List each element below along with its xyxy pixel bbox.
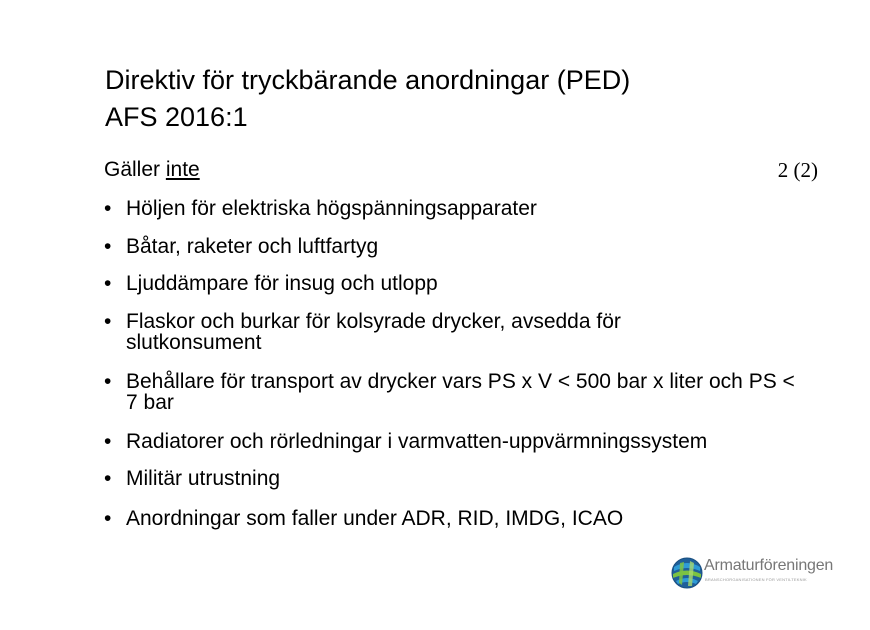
bullet-text: Behållare för transport av drycker vars PS x V < 500 bar x liter och PS < 7 bar — [126, 370, 795, 414]
bullet-item — [104, 273, 804, 294]
bullet-marker: • — [104, 507, 112, 530]
bullet-item — [104, 508, 804, 529]
bullet-text: Flaskor och burkar för kolsyrade drycker, avsedda för slutkonsument — [126, 310, 621, 354]
logo-name: Armaturföreningen — [704, 557, 834, 574]
subheading — [104, 157, 200, 183]
subheading-emphasis: inte — [165, 158, 200, 181]
bullet-item — [104, 311, 804, 353]
logo-tagline: BRANSCHORGANISATIONEN FÖR VENTILTEKNIK — [705, 577, 807, 582]
subheading-prefix: Gäller — [104, 158, 166, 181]
page-number: 2 (2) — [777, 158, 818, 182]
bullet-item — [104, 198, 804, 219]
slide-title-line-1: Direktiv för tryckbärande anordningar (PED) — [105, 65, 631, 95]
bullet-item — [104, 236, 804, 257]
bullet-marker: • — [104, 197, 112, 220]
bullet-text: Ljuddämpare för insug och utlopp — [126, 272, 438, 295]
bullet-marker: • — [104, 467, 112, 490]
bullet-text: Militär utrustning — [126, 467, 281, 490]
bullet-item — [104, 431, 804, 452]
bullet-marker: • — [104, 310, 112, 333]
company-logo — [671, 553, 834, 593]
bullet-item — [104, 468, 804, 489]
slide-title-line-2: AFS 2016:1 — [105, 102, 248, 132]
bullet-marker: • — [104, 370, 112, 393]
bullet-text: Anordningar som faller under ADR, RID, IMDG, ICAO — [126, 507, 624, 530]
bullet-text: Höljen för elektriska högspänningsapparater — [126, 197, 537, 220]
bullet-marker: • — [104, 235, 112, 258]
bullet-marker: • — [104, 430, 112, 453]
bullet-item — [104, 371, 804, 413]
bullet-text: Radiatorer och rörledningar i varmvatten-uppvärmningssystem — [126, 430, 708, 453]
bullet-marker: • — [104, 272, 112, 295]
slide-title — [105, 62, 630, 136]
globe-logo-icon — [671, 557, 703, 589]
bullet-text: Båtar, raketer och luftfartyg — [126, 235, 379, 258]
